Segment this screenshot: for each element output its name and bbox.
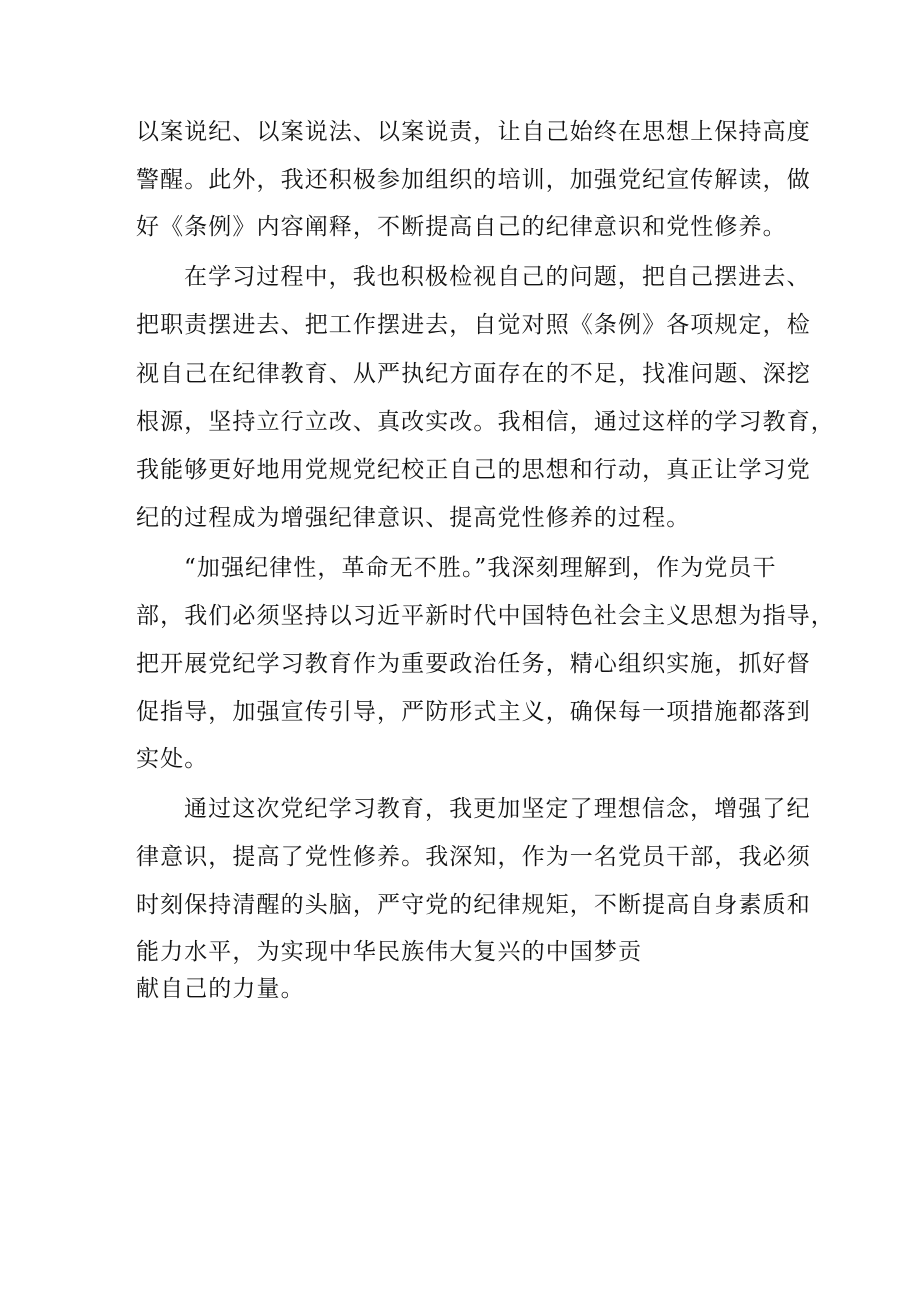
- paragraph-2-line-3: 视自己在纪律教育、从严执纪方面存在的不足，找准问题、深挖: [136, 361, 811, 387]
- paragraph-3-line-3: 把开展党纪学习教育作为重要政治任务，精心组织实施，抓好督: [136, 651, 811, 677]
- paragraph-3-line-4: 促指导，加强宣传引导，严防形式主义，确保每一项措施都落到: [136, 699, 811, 725]
- paragraph-2-line-1: 在学习过程中，我也积极检视自己的问题，把自己摆进去、: [184, 264, 811, 290]
- paragraph-2-line-5: 我能够更好地用党规党纪校正自己的思想和行动，真正让学习党: [136, 457, 811, 483]
- paragraph-1-line-3: 好《条例》内容阐释，不断提高自己的纪律意识和党性修养。: [136, 214, 787, 240]
- paragraph-2-line-4: 根源，坚持立行立改、真改实改。我相信，通过这样的学习教育，: [136, 409, 835, 435]
- paragraph-4-line-3: 时刻保持清醒的头脑，严守党的纪律规矩，不断提高自身素质和: [136, 892, 811, 918]
- paragraph-4-line-5: 献自己的力量。: [136, 976, 305, 1002]
- paragraph-2-line-6: 纪的过程成为增强纪律意识、提高党性修养的过程。: [136, 505, 691, 531]
- paragraph-2-line-2: 把职责摆进去、把工作摆进去，自觉对照《条例》各项规定，检: [136, 312, 811, 338]
- paragraph-3-line-2: 部，我们必须坚持以习近平新时代中国特色社会主义思想为指导，: [136, 603, 835, 629]
- paragraph-3-line-5: 实处。: [136, 746, 209, 772]
- paragraph-4-line-4: 能力水平，为实现中华民族伟大复兴的中国梦贡: [136, 939, 643, 965]
- paragraph-3-line-1: “加强纪律性，革命无不胜。”我深刻理解到，作为党员干: [184, 555, 777, 581]
- paragraph-1-line-1: 以案说纪、以案说法、以案说责，让自己始终在思想上保持高度: [136, 119, 811, 145]
- paragraph-4-line-1: 通过这次党纪学习教育，我更加坚定了理想信念，增强了纪: [184, 796, 811, 822]
- paragraph-1-line-2: 警醒。此外，我还积极参加组织的培训，加强党纪宣传解读，做: [136, 167, 811, 193]
- paragraph-4-line-2: 律意识，提高了党性修养。我深知，作为一名党员干部，我必须: [136, 844, 811, 870]
